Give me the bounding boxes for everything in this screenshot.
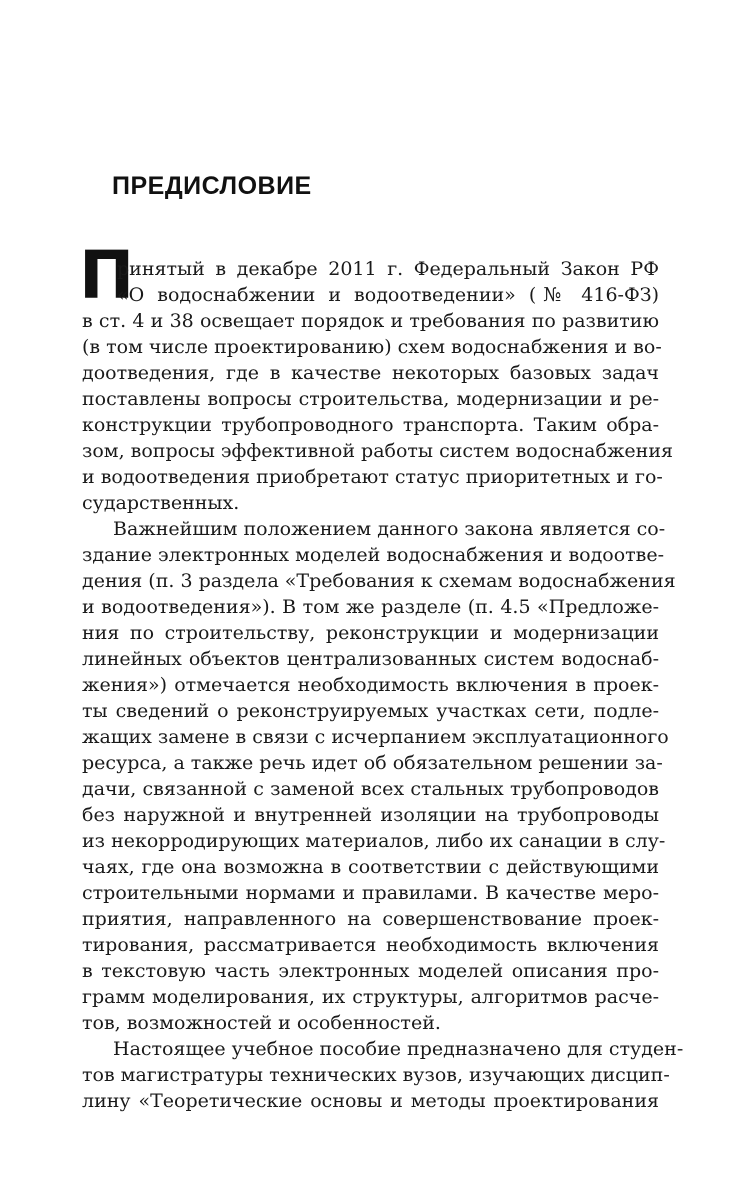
text-line: ты сведений о реконструируемых участках сети, подле- bbox=[82, 700, 659, 722]
text-line: лину «Теоретические основы и методы проектирования bbox=[82, 1090, 659, 1112]
text-line: жения») отмечается необходимость включения в проек- bbox=[82, 674, 659, 696]
drop-cap-letter: П bbox=[79, 237, 135, 314]
text-line: грамм моделирования, их структуры, алгоритмов расче- bbox=[82, 986, 659, 1008]
text-line: в текстовую часть электронных моделей описания про- bbox=[82, 960, 659, 982]
text-line: жащих замене в связи с исчерпанием эксплуатационного bbox=[82, 726, 669, 748]
text-line: ринятый в декабре 2011 г. Федеральный Закон РФ bbox=[117, 258, 659, 280]
text-line: и водоотведения приобретают статус приоритетных и го- bbox=[82, 466, 663, 488]
text-line: тирования, рассматривается необходимость включения bbox=[82, 934, 659, 956]
text-line: Важнейшим положением данного закона является со- bbox=[113, 518, 666, 540]
text-line: строительными нормами и правилами. В качестве меро- bbox=[82, 882, 659, 904]
text-line: приятия, направленного на совершенствование проек- bbox=[82, 908, 659, 930]
text-line: ния по строительству, реконструкции и модернизации bbox=[82, 622, 659, 644]
text-line: тов магистратуры технических вузов, изучающих дисцип- bbox=[82, 1064, 670, 1086]
text-line: без наружной и внутренней изоляции на трубопроводы bbox=[82, 804, 659, 826]
text-line: поставлены вопросы строительства, модернизации и ре- bbox=[82, 388, 659, 410]
text-line: конструкции трубопроводного транспорта. Таким обра- bbox=[82, 414, 659, 436]
text-line: доотведения, где в качестве некоторых базовых задач bbox=[82, 362, 659, 384]
text-line: чаях, где она возможна в соответствии с действующими bbox=[82, 856, 659, 878]
text-line: дения (п. 3 раздела «Требования к схемам водоснабжения bbox=[82, 570, 676, 592]
text-line: и водоотведения»). В том же разделе (п. 4.5 «Предложе- bbox=[82, 596, 659, 618]
text-line: «О водоснабжении и водоотведении» (№ 416-ФЗ) bbox=[117, 284, 659, 306]
text-line: зом, вопросы эффективной работы систем водоснабжения bbox=[82, 440, 673, 462]
text-line: сударственных. bbox=[82, 492, 240, 514]
text-line: Настоящее учебное пособие предназначено для студен- bbox=[113, 1038, 684, 1060]
text-line: из некорродирующих материалов, либо их санации в слу- bbox=[82, 830, 666, 852]
text-line: в ст. 4 и 38 освещает порядок и требования по развитию bbox=[82, 310, 659, 332]
text-line: ресурса, а также речь идет об обязательном решении за- bbox=[82, 752, 663, 774]
text-line: здание электронных моделей водоснабжения и водоотве- bbox=[82, 544, 665, 566]
page-title: ПРЕДИСЛОВИЕ bbox=[112, 172, 312, 200]
text-line: (в том числе проектированию) схем водоснабжения и во- bbox=[82, 336, 662, 358]
text-line: линейных объектов централизованных систем водоснаб- bbox=[82, 648, 659, 670]
text-line: дачи, связанной с заменой всех стальных трубопроводов bbox=[82, 778, 659, 800]
text-line: тов, возможностей и особенностей. bbox=[82, 1012, 441, 1034]
